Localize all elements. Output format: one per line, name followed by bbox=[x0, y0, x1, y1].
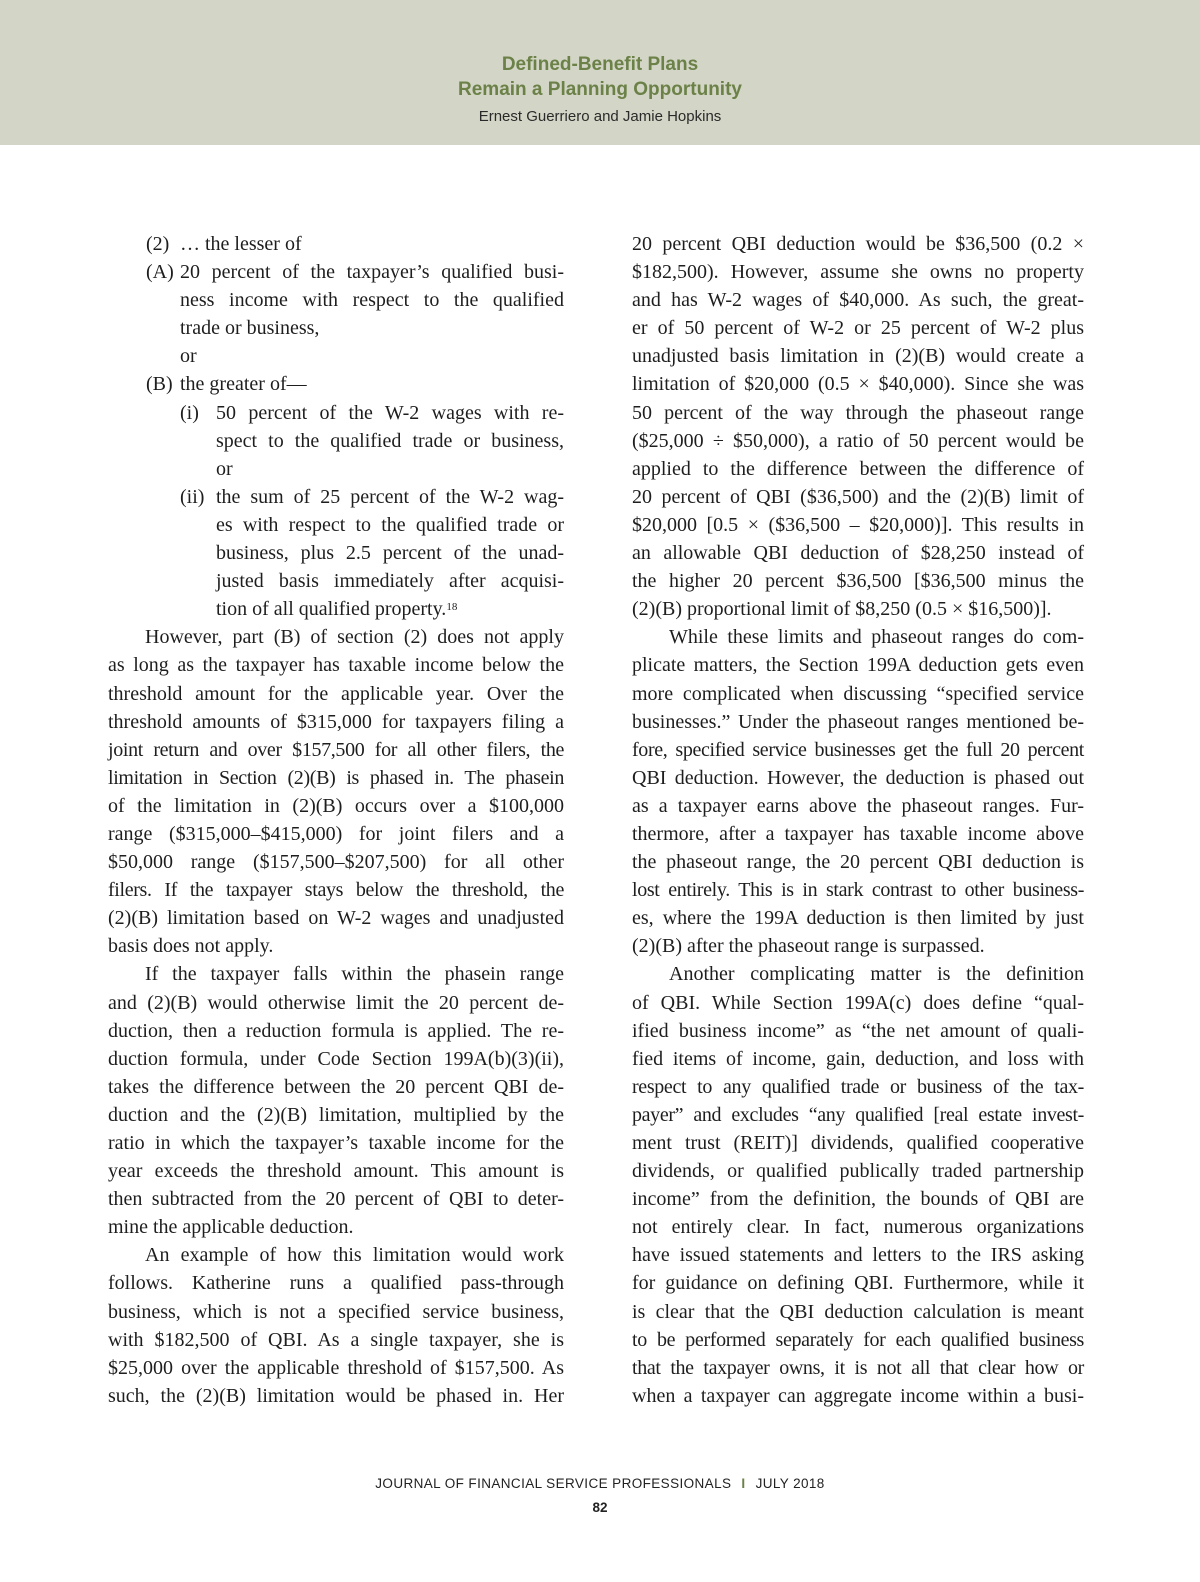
list-label: (B) bbox=[146, 373, 173, 396]
list-text: 20 percent of the taxpayer’s qualified busi- bbox=[180, 261, 564, 284]
journal-footer bbox=[0, 1476, 1200, 1491]
text-line: ment trust (REIT)] dividends, qualified cooperative bbox=[632, 1132, 1084, 1154]
text-line: ified business income” as “the net amount of quali- bbox=[632, 1019, 1084, 1042]
text-line: businesses.” Under the phaseout ranges mentioned be- bbox=[632, 710, 1084, 733]
text-line: basis does not apply. bbox=[108, 935, 274, 958]
text-line: limitation in Section (2)(B) is phased in. The phasein bbox=[108, 766, 564, 789]
list-text: es with respect to the qualified trade or bbox=[216, 513, 564, 536]
text-line: have issued statements and letters to the IRS asking bbox=[632, 1244, 1084, 1267]
text-line: of QBI. While Section 199A(c) does define “qual- bbox=[632, 991, 1084, 1014]
text-line: duction, then a reduction formula is applied. The re- bbox=[108, 1019, 564, 1042]
text-line: However, part (B) of section (2) does not apply bbox=[145, 626, 564, 649]
list-text: business, plus 2.5 percent of the unad- bbox=[216, 542, 564, 565]
text-line: 20 percent of QBI ($36,500) and the (2)(B) limit of bbox=[632, 485, 1084, 508]
text-line: takes the difference between the 20 percent QBI de- bbox=[108, 1075, 564, 1098]
text-line: QBI deduction. However, the deduction is phased out bbox=[632, 766, 1084, 789]
list-item-ii-cont bbox=[108, 511, 564, 539]
text-line: then subtracted from the 20 percent of QBI to deter- bbox=[108, 1188, 564, 1211]
text-line: joint return and over $157,500 for all other filers, the bbox=[108, 738, 564, 761]
text-line: the higher 20 percent $36,500 [$36,500 minus the bbox=[632, 570, 1084, 593]
text-line: such, the (2)(B) limitation would be phased in. Her bbox=[108, 1384, 564, 1407]
text-line: with $182,500 of QBI. As a single taxpayer, she is bbox=[108, 1328, 564, 1351]
text-line: $20,000 [0.5 × ($36,500 – $20,000)]. This results in bbox=[632, 513, 1084, 536]
text-line: more complicated when discussing “specified service bbox=[632, 682, 1084, 705]
text-line: when a taxpayer can aggregate income within a busi- bbox=[632, 1384, 1084, 1407]
list-item-ii bbox=[108, 483, 564, 511]
text-line: and (2)(B) would otherwise limit the 20 percent de- bbox=[108, 991, 564, 1014]
text-line: ratio in which the taxpayer’s taxable income for the bbox=[108, 1132, 564, 1154]
list-item-a bbox=[108, 258, 564, 286]
article-title-line1: Defined-Benefit Plans bbox=[501, 54, 699, 75]
text-line: filers. If the taxpayer stays below the threshold, the bbox=[108, 879, 564, 902]
text-line: business, which is not a specified service business, bbox=[108, 1300, 564, 1323]
list-text bbox=[216, 595, 564, 623]
text-line: follows. Katherine runs a qualified pass-through bbox=[108, 1272, 564, 1295]
text-line: $182,500). However, assume she owns no property bbox=[632, 261, 1084, 284]
text-line: threshold amount for the applicable year. Over the bbox=[108, 682, 564, 705]
text-line: payer” and excludes “any qualified [real estate invest- bbox=[632, 1103, 1084, 1126]
text-line: duction and the (2)(B) limitation, multiplied by the bbox=[108, 1103, 564, 1126]
text-line: mine the applicable deduction. bbox=[108, 1216, 354, 1239]
article-title-line2: Remain a Planning Opportunity bbox=[458, 79, 742, 100]
text-line: applied to the difference between the difference of bbox=[632, 457, 1084, 480]
text-line: to be performed separately for each qualified business bbox=[632, 1328, 1084, 1351]
list-text: the sum of 25 percent of the W-2 wag- bbox=[216, 485, 564, 508]
text-line: Another complicating matter is the definition bbox=[669, 963, 1084, 986]
text-line: as a taxpayer earns above the phaseout ranges. Fur- bbox=[632, 794, 1084, 817]
list-text: justed basis immediately after acquisi- bbox=[216, 570, 564, 593]
text-line: threshold amounts of $315,000 for taxpayers filing a bbox=[108, 710, 564, 733]
list-item-a-cont bbox=[108, 314, 564, 342]
text-line: as long as the taxpayer has taxable income below the bbox=[108, 654, 564, 677]
list-item-b bbox=[108, 370, 564, 398]
list-text: or bbox=[180, 345, 197, 368]
text-line: not entirely clear. In fact, numerous organizations bbox=[632, 1216, 1084, 1239]
text-line: year exceeds the threshold amount. This amount is bbox=[108, 1160, 564, 1183]
list-text: or bbox=[216, 457, 233, 480]
text-line: (2)(B) limitation based on W-2 wages and unadjusted bbox=[108, 907, 564, 930]
list-item-2 bbox=[108, 230, 564, 258]
text-line: an allowable QBI deduction of $28,250 instead of bbox=[632, 542, 1084, 565]
list-label: (i) bbox=[180, 401, 199, 424]
list-text: trade or business, bbox=[180, 317, 320, 340]
left-paragraphs bbox=[108, 623, 564, 1410]
text-line: thermore, after a taxpayer has taxable income above bbox=[632, 822, 1084, 845]
text-line: (2)(B) after the phaseout range is surpassed. bbox=[632, 935, 985, 958]
footer-separator: I bbox=[741, 1476, 746, 1491]
right-column bbox=[632, 230, 1084, 1410]
page-header bbox=[0, 0, 1200, 145]
list-text: the greater of— bbox=[180, 373, 307, 396]
text-line: is clear that the QBI deduction calculation is meant bbox=[632, 1300, 1084, 1323]
left-column bbox=[108, 230, 564, 1410]
text-line: and has W-2 wages of $40,000. As such, the great- bbox=[632, 289, 1084, 312]
list-or bbox=[108, 342, 564, 370]
text-line: lost entirely. This is in stark contrast to other business- bbox=[632, 879, 1084, 902]
text-line: 50 percent of the way through the phaseout range bbox=[632, 401, 1084, 424]
text-line: income” from the definition, the bounds of QBI are bbox=[632, 1188, 1084, 1211]
list-item-ii-cont bbox=[108, 539, 564, 567]
list-item-ii-cont bbox=[108, 595, 564, 623]
list-text: ness income with respect to the qualified bbox=[180, 289, 564, 312]
text-line: unadjusted basis limitation in (2)(B) would create a bbox=[632, 345, 1084, 368]
article-authors: Ernest Guerriero and Jamie Hopkins bbox=[478, 108, 722, 125]
page-number: 82 bbox=[592, 1500, 608, 1515]
issue-date: JULY 2018 bbox=[755, 1476, 825, 1491]
text-line: dividends, or qualified publically traded partnership bbox=[632, 1160, 1084, 1183]
text-line: es, where the 199A deduction is then limited by just bbox=[632, 907, 1084, 930]
text-line: $50,000 range ($157,500–$207,500) for all other bbox=[108, 851, 564, 874]
journal-name: JOURNAL OF FINANCIAL SERVICE PROFESSIONALS bbox=[375, 1476, 732, 1491]
list-label: (A) bbox=[146, 261, 174, 284]
text-line: While these limits and phaseout ranges do com- bbox=[669, 626, 1084, 649]
text-line: limitation of $20,000 (0.5 × $40,000). Since she was bbox=[632, 373, 1084, 396]
list-item-a-cont bbox=[108, 286, 564, 314]
text-line: If the taxpayer falls within the phasein range bbox=[145, 963, 564, 986]
list-or bbox=[108, 455, 564, 483]
list-item-i-cont bbox=[108, 427, 564, 455]
text-line: ($25,000 ÷ $50,000), a ratio of 50 percent would be bbox=[632, 429, 1084, 452]
text-line: plicate matters, the Section 199A deduction gets even bbox=[632, 654, 1084, 677]
text-line: range ($315,000–$415,000) for joint filers and a bbox=[108, 822, 564, 845]
text-line: An example of how this limitation would work bbox=[145, 1244, 564, 1267]
list-item-i bbox=[108, 399, 564, 427]
footnote-ref: 18 bbox=[446, 601, 458, 614]
list-text: … the lesser of bbox=[180, 233, 302, 255]
list-text: 50 percent of the W-2 wages with re- bbox=[216, 401, 564, 424]
text-line: of the limitation in (2)(B) occurs over a $100,000 bbox=[108, 794, 564, 817]
text-line: fied items of income, gain, deduction, and loss with bbox=[632, 1047, 1084, 1070]
text-line: (2)(B) proportional limit of $8,250 (0.5 × $16,500)]. bbox=[632, 598, 1052, 621]
list-item-ii-cont bbox=[108, 567, 564, 595]
text-line: duction formula, under Code Section 199A(b)(3)(ii), bbox=[108, 1047, 564, 1070]
text-line: the phaseout range, the 20 percent QBI deduction is bbox=[632, 851, 1084, 874]
text-line: er of 50 percent of W-2 or 25 percent of W-2 plus bbox=[632, 317, 1084, 340]
list-label: (ii) bbox=[180, 485, 205, 508]
text-line: 20 percent QBI deduction would be $36,500 (0.2 × bbox=[632, 233, 1084, 255]
list-text-fragment: tion of all qualified property. bbox=[216, 598, 447, 621]
list-label: (2) bbox=[146, 233, 170, 255]
text-line: respect to any qualified trade or business of the tax- bbox=[632, 1075, 1084, 1098]
text-line: for guidance on defining QBI. Furthermore, while it bbox=[632, 1272, 1084, 1295]
text-line: $25,000 over the applicable threshold of $157,500. As bbox=[108, 1356, 564, 1379]
list-text: spect to the qualified trade or business, bbox=[216, 429, 564, 452]
text-line: that the taxpayer owns, it is not all that clear how or bbox=[632, 1356, 1084, 1379]
text-line: fore, specified service businesses get the full 20 percent bbox=[632, 738, 1084, 761]
